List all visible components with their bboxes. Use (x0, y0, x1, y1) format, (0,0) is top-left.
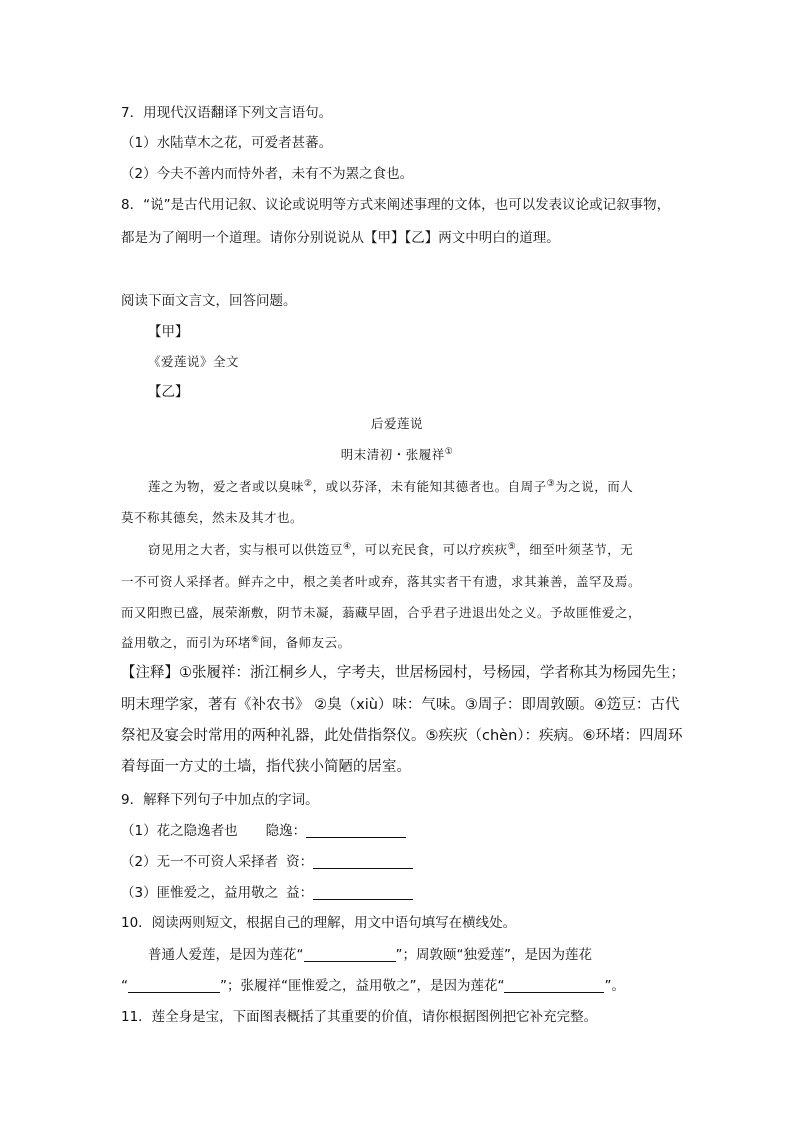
jia-text: 《爱莲说》全文 (148, 354, 240, 369)
q9-item-1: （1）花之隐逸者也 隐逸： (121, 821, 406, 841)
q10-line-1: 普通人爱莲，是因为莲花“ ”；周敦颐“独爱莲”，是因为莲花 (148, 947, 592, 963)
q9-answer-blank-1[interactable] (306, 822, 406, 838)
q9-answer-blank-2[interactable] (313, 853, 413, 869)
q9-title: 9．解释下列句子中加点的字词。 (121, 792, 319, 808)
q9-item-2: （2）无一不可资人采择者 资： (121, 852, 413, 872)
note-ref-2: ② (304, 478, 313, 489)
q8-line-1: 8．“说”是古代用记叙、议论或说明等方式来阐述事理的文体，也可以发表议论或记叙事物， (121, 197, 671, 213)
q7-sentence-2: （2）今夫不善内而恃外者，未有不为罴之食也。 (121, 166, 414, 182)
q10-title: 10．阅读两则短文，根据自己的理解，用文中语句填写在横线处。 (121, 915, 517, 931)
passage-author (121, 445, 673, 465)
passage-p2-line-2: 一不可资人采择者。鲜卉之中，根之美者叶或弃，落其实者干有遗，求其兼善，盖罕及焉。 (121, 574, 642, 589)
q9-item-3: （3）匪惟爱之，益用敬之 益： (121, 883, 413, 903)
q11-title: 11．莲全身是宝，下面图表概括了其重要的价值，请你根据图例把它补充完整。 (121, 1009, 598, 1025)
note-ref-1: ① (444, 446, 454, 457)
passage-p2-line-3: 而又阳煦已盛，展荣渐敷，阴节未凝，蓊藏早固，合乎君子进退出处之义。予故匪惟爱之， (121, 605, 642, 620)
notes-line-2: 明末理学家，著有《补农书》 ②臭（xiù）味：气味。③周子：即周敦颐。④笾豆：古代 (121, 697, 680, 713)
q10-answer-blank-3[interactable] (504, 977, 604, 993)
label-jia: 【甲】 (148, 324, 189, 340)
passage-p1-line-1: 莲之为物，爱之者或以臭味②，或以芬泽，未有能知其德者也。自周子③为之说，而人 (148, 478, 634, 494)
note-ref-6: ⑥ (251, 634, 260, 645)
author-name: 明末清初・张履祥 (340, 447, 445, 462)
q7-sentence-1: （1）水陆草木之花，可爱者甚蕃。 (121, 135, 333, 151)
label-yi: 【乙】 (148, 384, 189, 400)
passage-title: 后爱莲说 (370, 416, 423, 431)
notes-line-3: 祭祀及宴会时常用的两种礼器，此处借指祭仪。⑤疾疢（chèn）：疾病。⑥环堵：四周环 (121, 728, 683, 744)
q9-answer-blank-3[interactable] (313, 884, 413, 900)
reading-intro: 阅读下面文言文，回答问题。 (121, 293, 297, 309)
passage-p2-line-4: 益用敬之，而引为环堵⑥间，备师友云。 (121, 634, 351, 650)
passage-p2-line-1: 窃见用之大者，实与根可以供笾豆④，可以充民食，可以疗疾疢⑤，细至叶须茎节，无 (148, 541, 634, 557)
note-ref-4: ④ (343, 541, 352, 552)
note-ref-3: ③ (546, 478, 556, 489)
q7-title: 7．用现代汉语翻译下列文言语句。 (121, 105, 333, 121)
notes-line-4: 着每面一方丈的土墙，指代狭小简陋的居室。 (121, 759, 411, 775)
notes-line-1: 【注释】①张履祥：浙江桐乡人，字考夫，世居杨园村，号杨园，学者称其为杨园先生； (121, 665, 685, 681)
q10-line-2: “ ”；张履祥“匪惟爱之，益用敬之”，是因为莲花“ ”。 (121, 978, 625, 994)
note-ref-5: ⑤ (507, 541, 517, 552)
q10-answer-blank-2[interactable] (128, 977, 220, 993)
passage-p1-line-2: 莫不称其德矣，然未及其才也。 (121, 510, 304, 525)
q8-line-2: 都是为了阐明一个道理。请你分别说说从【甲】【乙】两文中明白的道理。 (121, 230, 560, 246)
q10-answer-blank-1[interactable] (304, 946, 396, 962)
